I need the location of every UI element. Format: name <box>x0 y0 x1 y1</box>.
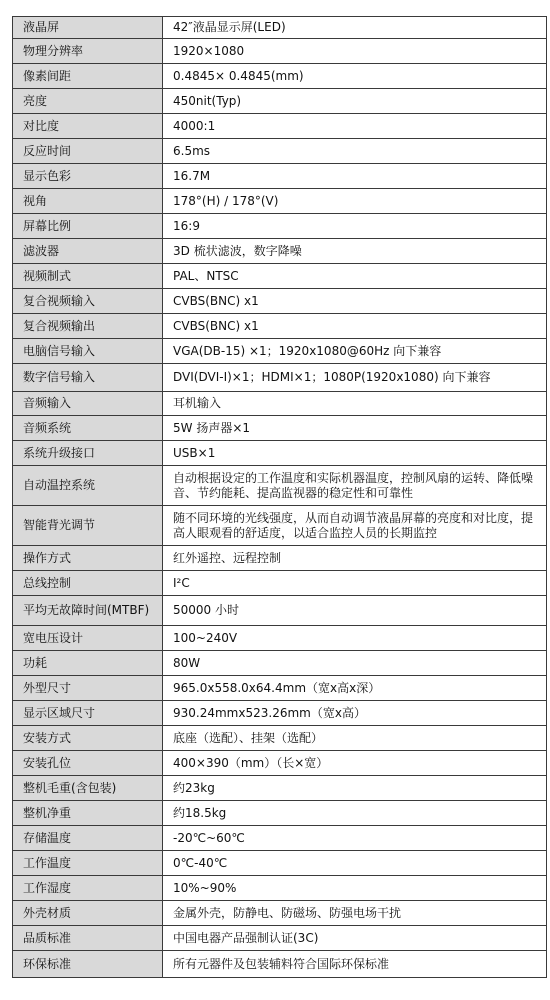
spec-label: 操作方式 <box>13 546 163 571</box>
spec-label: 复合视频输入 <box>13 289 163 314</box>
spec-row <box>13 189 547 214</box>
spec-row <box>13 364 547 392</box>
spec-value: 自动根据设定的工作温度和实际机器温度，控制风扇的运转、降低噪音、节约能耗、提高监视器的稳定性和可靠性 <box>163 466 547 506</box>
spec-label: 数字信号输入 <box>13 364 163 392</box>
spec-value: -20℃~60℃ <box>163 826 547 851</box>
spec-row <box>13 726 547 751</box>
spec-row <box>13 776 547 801</box>
spec-value: 965.0x558.0x64.4mm（宽x高x深） <box>163 676 547 701</box>
spec-value: 红外遥控、远程控制 <box>163 546 547 571</box>
spec-value: CVBS(BNC) x1 <box>163 289 547 314</box>
spec-label: 复合视频输出 <box>13 314 163 339</box>
spec-value: I²C <box>163 571 547 596</box>
spec-row <box>13 826 547 851</box>
spec-value: 6.5ms <box>163 139 547 164</box>
spec-label: 整机毛重(含包装) <box>13 776 163 801</box>
spec-row <box>13 596 547 626</box>
spec-row <box>13 626 547 651</box>
spec-value: 约23kg <box>163 776 547 801</box>
spec-value: VGA(DB-15) ×1；1920x1080@60Hz 向下兼容 <box>163 339 547 364</box>
spec-row <box>13 801 547 826</box>
spec-value: 100~240V <box>163 626 547 651</box>
spec-label: 智能背光调节 <box>13 506 163 546</box>
spec-value: 3D 梳状滤波，数字降噪 <box>163 239 547 264</box>
spec-label: 宽电压设计 <box>13 626 163 651</box>
spec-row <box>13 17 547 39</box>
spec-row <box>13 751 547 776</box>
spec-label: 亮度 <box>13 89 163 114</box>
spec-row <box>13 441 547 466</box>
spec-row <box>13 506 547 546</box>
spec-row <box>13 676 547 701</box>
spec-label: 平均无故障时间(MTBF) <box>13 596 163 626</box>
spec-row <box>13 651 547 676</box>
spec-label: 显示区域尺寸 <box>13 701 163 726</box>
spec-label: 视频制式 <box>13 264 163 289</box>
spec-row <box>13 926 547 951</box>
spec-label: 工作温度 <box>13 851 163 876</box>
spec-value: 16.7M <box>163 164 547 189</box>
spec-label: 品质标准 <box>13 926 163 951</box>
spec-label: 屏幕比例 <box>13 214 163 239</box>
spec-label: 电脑信号输入 <box>13 339 163 364</box>
spec-value: 80W <box>163 651 547 676</box>
spec-row <box>13 89 547 114</box>
spec-value: 所有元器件及包装辅料符合国际环保标准 <box>163 951 547 978</box>
spec-label: 显示色彩 <box>13 164 163 189</box>
spec-label: 液晶屏 <box>13 17 163 39</box>
spec-row <box>13 289 547 314</box>
spec-label: 音频系统 <box>13 416 163 441</box>
spec-label: 安装孔位 <box>13 751 163 776</box>
spec-row <box>13 39 547 64</box>
spec-label: 像素间距 <box>13 64 163 89</box>
spec-label: 安装方式 <box>13 726 163 751</box>
spec-value: 金属外壳，防静电、防磁场、防强电场干扰 <box>163 901 547 926</box>
spec-table-body <box>13 17 547 978</box>
spec-value: 42″液晶显示屏(LED) <box>163 17 547 39</box>
spec-value: 450nit(Typ) <box>163 89 547 114</box>
spec-label: 系统升级接口 <box>13 441 163 466</box>
spec-value: 耳机输入 <box>163 392 547 416</box>
spec-value: 0.4845× 0.4845(mm) <box>163 64 547 89</box>
spec-row <box>13 164 547 189</box>
spec-row <box>13 339 547 364</box>
spec-value: 930.24mmx523.26mm（宽x高） <box>163 701 547 726</box>
spec-label: 音频输入 <box>13 392 163 416</box>
spec-value: USB×1 <box>163 441 547 466</box>
spec-row <box>13 239 547 264</box>
spec-label: 存储温度 <box>13 826 163 851</box>
spec-row <box>13 214 547 239</box>
spec-label: 工作湿度 <box>13 876 163 901</box>
spec-value: 178°(H) / 178°(V) <box>163 189 547 214</box>
spec-value: 随不同环境的光线强度，从而自动调节液晶屏幕的亮度和对比度，提高人眼观看的舒适度，以适合监控人员的长期监控 <box>163 506 547 546</box>
spec-label: 功耗 <box>13 651 163 676</box>
spec-label: 自动温控系统 <box>13 466 163 506</box>
spec-value: 400×390（mm）（长×宽） <box>163 751 547 776</box>
spec-value: 50000 小时 <box>163 596 547 626</box>
spec-value: PAL、NTSC <box>163 264 547 289</box>
spec-label: 物理分辨率 <box>13 39 163 64</box>
spec-row <box>13 114 547 139</box>
spec-row <box>13 314 547 339</box>
spec-row <box>13 546 547 571</box>
spec-label: 反应时间 <box>13 139 163 164</box>
spec-label: 滤波器 <box>13 239 163 264</box>
spec-value: 16:9 <box>163 214 547 239</box>
spec-value: 底座（选配）、挂架（选配） <box>163 726 547 751</box>
spec-value: 4000:1 <box>163 114 547 139</box>
spec-label: 外型尺寸 <box>13 676 163 701</box>
spec-row <box>13 876 547 901</box>
spec-value: 1920×1080 <box>163 39 547 64</box>
spec-value: 约18.5kg <box>163 801 547 826</box>
spec-label: 环保标准 <box>13 951 163 978</box>
spec-row <box>13 416 547 441</box>
spec-label: 总线控制 <box>13 571 163 596</box>
spec-row <box>13 392 547 416</box>
spec-value: 0℃-40℃ <box>163 851 547 876</box>
spec-row <box>13 951 547 978</box>
spec-value: 5W 扬声器×1 <box>163 416 547 441</box>
spec-label: 整机净重 <box>13 801 163 826</box>
spec-row <box>13 851 547 876</box>
spec-label: 视角 <box>13 189 163 214</box>
spec-row <box>13 701 547 726</box>
spec-label: 对比度 <box>13 114 163 139</box>
spec-value: DVI(DVI-I)×1；HDMI×1；1080P(1920x1080) 向下兼容 <box>163 364 547 392</box>
spec-row <box>13 64 547 89</box>
spec-label: 外壳材质 <box>13 901 163 926</box>
spec-row <box>13 466 547 506</box>
spec-row <box>13 264 547 289</box>
spec-value: 中国电器产品强制认证(3C) <box>163 926 547 951</box>
spec-table <box>12 16 547 978</box>
spec-value: CVBS(BNC) x1 <box>163 314 547 339</box>
spec-row <box>13 571 547 596</box>
spec-row <box>13 139 547 164</box>
spec-row <box>13 901 547 926</box>
spec-value: 10%~90% <box>163 876 547 901</box>
